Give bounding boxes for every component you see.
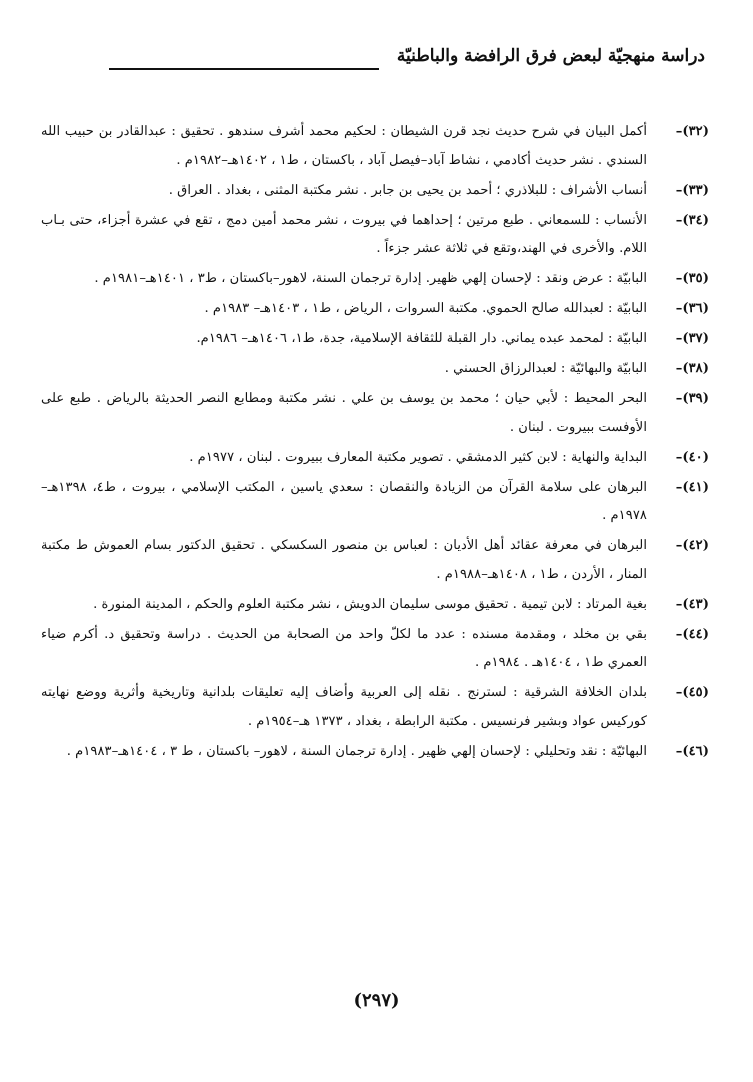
entry-text: البرهان في معرفة عقائد أهل الأديان : لعباس بن منصور السكسكي . تحقيق الدكتور بسام العموش ط مكتبة المنار ، الأردن ، ط١ ، ١٤٠٨هـ–١٩٨٨م .: [41, 538, 647, 582]
entry-number: (٣٤)–: [675, 212, 709, 228]
entry-number: (٣٦)–: [675, 301, 709, 316]
bibliography-entry: [41, 207, 709, 264]
entry-text: أكمل البيان في شرح حديث نجد قرن الشيطان : لحكيم محمد أشرف سندهو . تحقيق : عبدالقادر بن حبيب الله السندي . نشر حديث أكادمي ، نشاط آباد–فيصل آباد ، باكستان ، ط١ ، ١٤٠٢هـ–١٩٨٢م .: [41, 124, 647, 168]
entry-text: أنساب الأشراف : للبلاذري ؛ أحمد بن يحيى بن جابر . نشر مكتبة المثنى ، بغداد . العراق .: [168, 182, 647, 198]
entry-text: بقي بن مخلد ، ومقدمة مسنده : عدد ما لكلّ واحد من الصحابة من الحديث . دراسة وتحقيق د. أكرم ضياء العمري ط١ ، ١٤٠٤هـ . ١٩٨٤م .: [41, 626, 647, 670]
entry-number: (٤٣)–: [675, 596, 709, 612]
entry-text: البحر المحيط : لأبي حيان ؛ محمد بن يوسف بن علي . نشر مكتبة ومطابع النصر الحديثة بالرياض . طبع على الأوفست ببيروت . لبنان .: [41, 391, 647, 435]
running-header: [105, 46, 705, 76]
entry-number: (٣٣)–: [675, 182, 709, 198]
bibliography-entry: [41, 177, 709, 206]
entry-number: (٤٥)–: [675, 685, 709, 700]
bibliography-entry: [41, 591, 709, 620]
entry-number: (٤٢)–: [675, 538, 709, 553]
entry-number: (٣٥)–: [675, 271, 709, 286]
entry-text: البرهان على سلامة القرآن من الزيادة والنقصان : سعدي ياسين ، المكتب الإسلامي ، بيروت ، ط٤، ١٣٩٨هـ–١٩٧٨م .: [41, 479, 648, 523]
entry-number: (٤٤)–: [675, 626, 709, 642]
bibliography-entry: [41, 265, 709, 294]
bibliography-entry: [41, 325, 709, 354]
entry-number: (٤١)–: [675, 479, 709, 495]
bibliography-list: [41, 118, 709, 768]
running-header-title: دراسة منهجيّة لبعض فرق الرافضة والباطنيّة: [396, 46, 705, 66]
bibliography-entry: [41, 295, 709, 324]
entry-text: البابيّة : لعبدالله صالح الحموي. مكتبة السروات ، الرياض ، ط١ ، ١٤٠٣هـ– ١٩٨٣م .: [204, 301, 647, 316]
entry-number: (٣٨)–: [675, 361, 709, 376]
bibliography-entry: [41, 355, 709, 384]
entry-number: (٣٢)–: [675, 124, 709, 139]
entry-text: بلدان الخلافة الشرقية : لسترنج . نقله إلى العربية وأضاف إليه تعليقات بلدانية وتاريخية وأثرية ووضع نهايته كوركيس عواد وبشير فرنسيس . مكتبة الرابطة ، بغداد ، ١٣٧٣ هـ–١٩٥٤م .: [41, 685, 647, 729]
bibliography-entry: [41, 738, 709, 767]
bibliography-entry: [41, 474, 709, 531]
entry-text: بغية المرتاد : لابن تيمية . تحقيق موسى سليمان الدويش ، نشر مكتبة العلوم والحكم ، المدينة المنورة .: [93, 596, 647, 612]
entry-text: البابيّة : عرض ونقد : لإحسان إلهي ظهير. إدارة ترجمان السنة، لاهور–باكستان ، ط٣ ، ١٤٠١هـ–١٩٨١م .: [94, 271, 647, 286]
bibliography-entry: [41, 679, 709, 736]
entry-text: البهائيّة : نقد وتحليلي : لإحسان إلهي ظهير . إدارة ترجمان السنة ، لاهور– باكستان ، ط ٣ ، ١٤٠٤هـ–١٩٨٣م .: [66, 743, 647, 759]
entry-number: (٤٦)–: [675, 743, 709, 759]
bibliography-entry: [41, 385, 709, 442]
entry-number: (٣٧)–: [675, 331, 709, 346]
bibliography-entry: [41, 444, 709, 473]
entry-text: البابيّة والبهائيّة : لعبدالرزاق الحسني .: [444, 361, 647, 376]
entry-text: الأنساب : للسمعاني . طبع مرتين ؛ إحداهما في بيروت ، نشر محمد أمين دمج ، تقع في عشرة أجزاء، حتى بـاب اللام. والأخرى في الهند،وتقع في ثلاثة عشر جزءاً .: [41, 212, 647, 256]
page-number: (٢٩٧): [353, 990, 400, 1011]
entry-text: البداية والنهاية : لابن كثير الدمشقي . تصوير مكتبة المعارف ببيروت . لبنان ، ١٩٧٧م .: [189, 449, 647, 465]
bibliography-entry: [41, 118, 709, 175]
bibliography-entry: [41, 532, 709, 589]
header-rule: [109, 68, 379, 70]
entry-text: البابيّة : لمحمد عبده يماني. دار القبلة للثقافة الإسلامية، جدة، ط١، ١٤٠٦هـ– ١٩٨٦م.: [196, 331, 647, 346]
entry-number: (٤٠)–: [675, 449, 709, 465]
bibliography-entry: [41, 621, 709, 678]
entry-number: (٣٩)–: [675, 391, 709, 406]
